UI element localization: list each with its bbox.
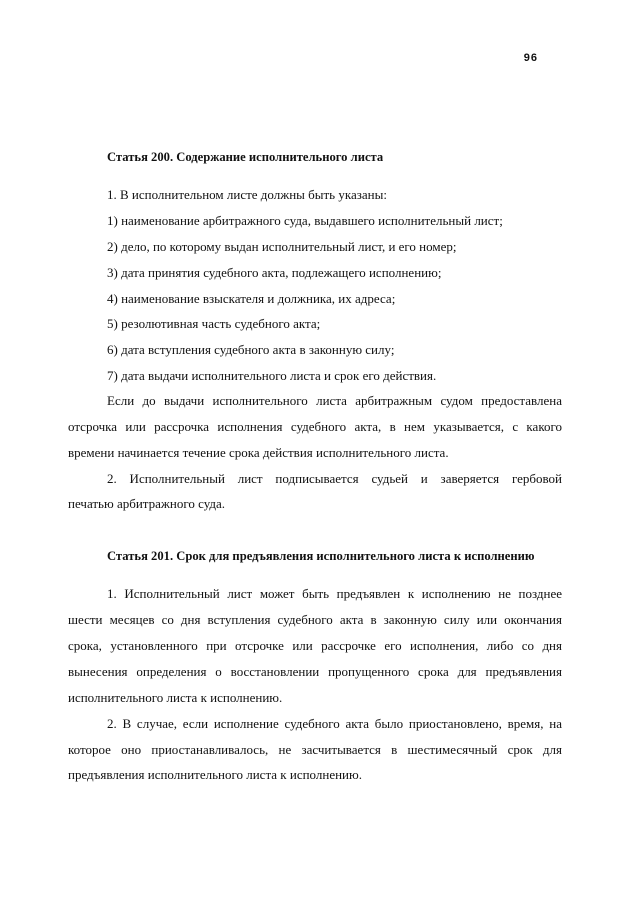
article-200-title: Статья 200. Содержание исполнительного листа bbox=[107, 150, 384, 164]
article-200-line: отсрочка или рассрочка исполнения судебного акта, в нем указывается, с какого bbox=[68, 419, 562, 434]
article-201-line: срока, установленного при отсрочке или рассрочке его исполнения, либо со дня bbox=[68, 638, 562, 653]
article-201-line: вынесения определения о восстановлении пропущенного срока для предъявления bbox=[68, 664, 562, 679]
article-200-line: Если до выдачи исполнительного листа арбитражным судом предоставлена bbox=[107, 393, 562, 408]
article-200-line: 7) дата выдачи исполнительного листа и срок его действия. bbox=[107, 368, 437, 383]
article-200-line: времени начинается течение срока действия исполнительного листа. bbox=[68, 445, 449, 460]
article-200-line: 1. В исполнительном листе должны быть указаны: bbox=[107, 187, 387, 202]
article-200-line: печатью арбитражного суда. bbox=[68, 496, 226, 511]
article-201-line: предъявления исполнительного листа к исполнению. bbox=[68, 767, 362, 782]
article-200-line: 1) наименование арбитражного суда, выдавшего исполнительный лист; bbox=[107, 213, 503, 228]
article-201-line: исполнительного листа к исполнению. bbox=[68, 690, 283, 705]
page-number: 96 bbox=[523, 52, 538, 64]
article-201-line: шести месяцев со дня вступления судебного акта в законную силу или окончания bbox=[68, 612, 562, 627]
article-200-line: 6) дата вступления судебного акта в законную силу; bbox=[107, 342, 395, 357]
article-200-line: 3) дата принятия судебного акта, подлежащего исполнению; bbox=[107, 265, 442, 280]
article-201-line: которое оно приостанавливалось, не засчитывается в шестимесячный срок для bbox=[68, 742, 562, 757]
article-200-line: 5) резолютивная часть судебного акта; bbox=[107, 316, 321, 331]
article-201-title: Статья 201. Срок для предъявления исполнительного листа к исполнению bbox=[107, 549, 535, 563]
article-200-line: 2) дело, по которому выдан исполнительный лист, и его номер; bbox=[107, 239, 457, 254]
article-200-line: 2. Исполнительный лист подписывается судьей и заверяется гербовой bbox=[107, 471, 562, 486]
article-201-line: 2. В случае, если исполнение судебного акта было приостановлено, время, на bbox=[107, 716, 562, 731]
article-200-line: 4) наименование взыскателя и должника, их адреса; bbox=[107, 291, 396, 306]
article-201-line: 1. Исполнительный лист может быть предъявлен к исполнению не позднее bbox=[107, 586, 562, 601]
